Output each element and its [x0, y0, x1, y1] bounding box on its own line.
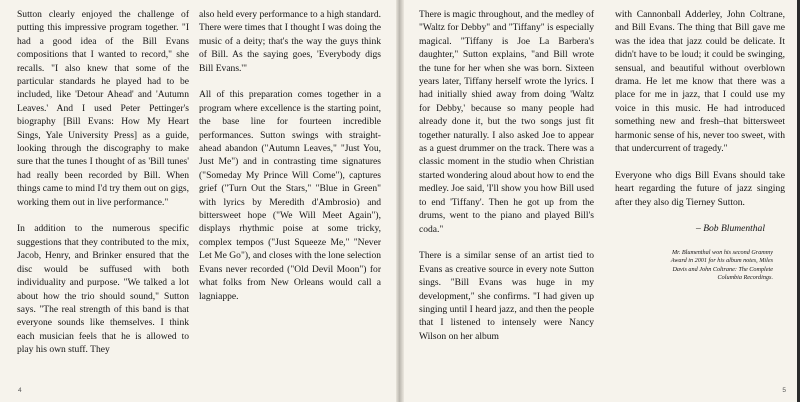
right-column-1 [419, 8, 594, 343]
paragraph: All of this preparation comes together in a program where excellence is the starting point, the base line for fourteen incredible performances. Sutton swings with straight-ahead abandon ("Autumn Leaves," "Just You, Just Me") and in contrasting time signatures ("Someday My Prince Will Come"), captures grief ("Turn Out the Stars," "Blue in Green" with lyrics by Meredith d'Ambrosio) and bittersweet hope ("We Will Meet Again"), displays rhythmic poise at some tricky, complex tempos ("Just Squeeze Me," "Never Let Me Go"), and closes with the lone selection Evans never recorded ("Old Devil Moon") for what folks from New Orleans would call a lagniappe. [199, 89, 381, 302]
paragraph: There is a similar sense of an artist tied to Evans as creative source in every note Sutton sings. "Bill Evans was huge in my development," she confirms. "I had given up singing until I heard jazz, and then the people that I listened to intensely were Nancy Wilson on her album [419, 250, 594, 342]
left-column-2 [199, 8, 381, 303]
right-column-2 [615, 8, 785, 283]
author-signature: – Bob Blumenthal [696, 223, 765, 235]
right-page [402, 0, 800, 402]
author-note: Mr. Blumenthal won his second Grammy Award in 2001 for his album notes, Miles Davis and John Coltrane: The Complete Columbia Recordings. [670, 248, 773, 282]
left-page [0, 0, 398, 402]
left-column-1 [17, 8, 189, 357]
paragraph: In addition to the numerous specific suggestions that they contributed to the mix, Jacob, Henry, and Brinker ensured that the disc would be suffused with both individuality and purpose. "We talked a lot about how the trio should sound," Sutton says. "The real strength of this band is that everyone sounds like themselves. I think each musician feels that he is allowed to play his own stuff. They [17, 223, 189, 356]
paragraph: also held every performance to a high standard. There were times that I thought I was doing the music of a deity; that's the way the guys think of Bill. As the saying goes, 'Everybody digs Bill Evans.'" [199, 9, 381, 74]
paragraph: There is magic throughout, and the medley of "Waltz for Debby" and "Tiffany" is especially magical. "Tiffany is Joe La Barbera's daughter," Sutton explains, "and Bill wrote the tune for her when she was born. Sixteen years later, Tiffany herself wrote the lyrics. I had initially shied away from doing 'Waltz for Debby,' because so many people had already done it, but the two songs just fit together naturally. I also asked Joe to appear as a guest drummer on the track. There was a classic moment in the studio when Christian started wondering aloud about how to end the medley. Joe said, 'I'll show you how Bill used to end 'Tiffany'. Then he got up from the drums, went to the piano and played Bill's coda." [419, 9, 594, 235]
paragraph: Sutton clearly enjoyed the challenge of putting this impressive program together. "I had a good idea of the Bill Evans compositions that I wanted to record," she recalls. "I also knew that some of the particular standards he played had to be included, like 'Detour Ahead' and 'Autumn Leaves.' And I used Peter Pettinger's biography [Bill Evans: How My Heart Sings, Yale University Press] as a guide, looking through the discography to make sure that the tunes I thought of as 'Bill tunes' had really been recorded by Bill. When things came to mind I'd try them out on gigs, working them out in live performance." [17, 9, 189, 208]
page-number: 4 [18, 387, 22, 394]
paragraph: Everyone who digs Bill Evans should take heart regarding the future of jazz singing after they also dig Tierney Sutton. [615, 169, 785, 208]
paragraph: with Cannonball Adderley, John Coltrane, and Bill Evans. The thing that Bill gave me was the idea that jazz could be delicate. It didn't have to be loud; it could be swinging, sensual, and beautiful without overblown drama. He let me know that there was a place for me in jazz, that I could use my voice in this music. He had introduced something new and fresh–that bittersweet harmonic sense of his, never too sweet, with that undercurrent of tragedy." [615, 9, 785, 155]
page-number: 5 [782, 387, 786, 394]
